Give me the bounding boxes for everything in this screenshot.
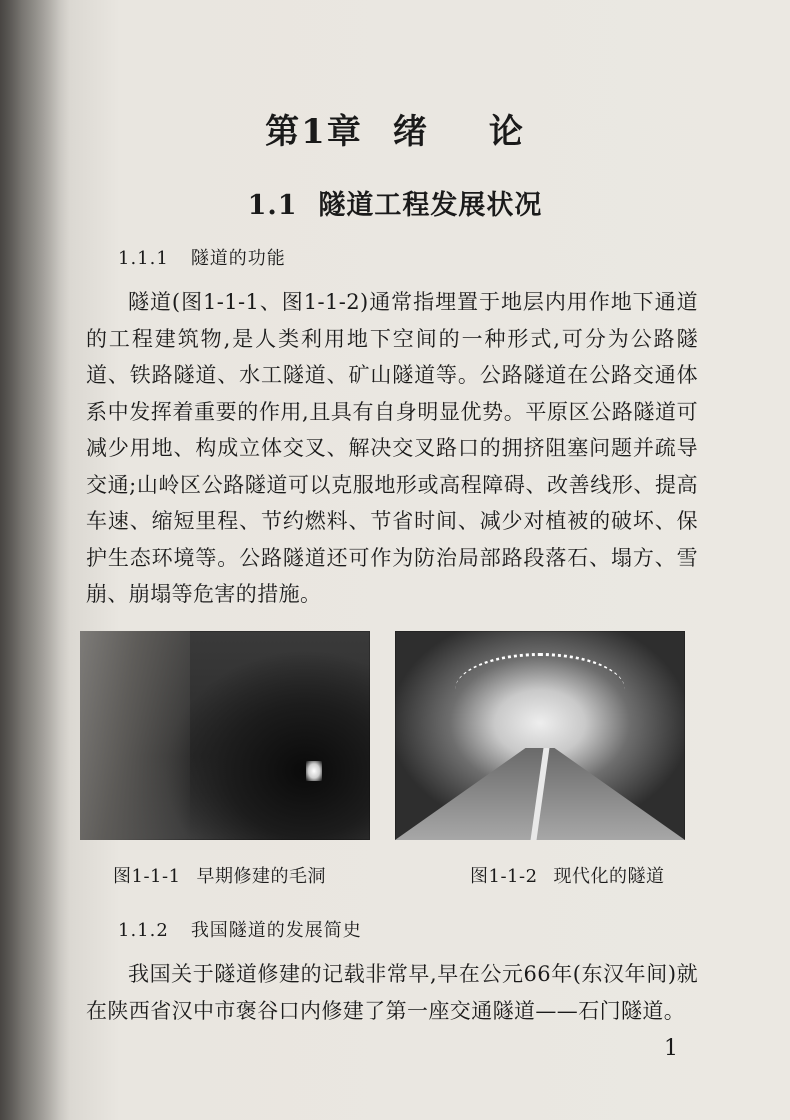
chapter-title-word-2: 论: [488, 112, 525, 152]
subsection-heading-1: [118, 244, 286, 270]
paragraph-tunnel-history: 我国关于隧道修建的记载非常早,早在公元66年(东汉年间)就在陕西省汉中市褒谷口内修建了第一座交通隧道——石门隧道。: [86, 962, 698, 1023]
binding-shadow: [0, 0, 70, 1120]
subsection-heading-2: [118, 916, 362, 942]
tunnel-ceiling-lights: [455, 653, 625, 726]
subsection-number: 1.1.1: [118, 248, 169, 269]
section-number: 1.1: [247, 190, 298, 221]
page-number: 1: [664, 1036, 678, 1061]
chapter-number: 第1章: [265, 112, 363, 152]
chapter-title: [0, 104, 790, 153]
figure-label: 图1-1-2: [470, 866, 538, 887]
figure-early-tunnel-photo: [80, 631, 370, 840]
figure-caption-1: [113, 862, 326, 888]
subsection-title: 我国隧道的发展简史: [190, 920, 362, 941]
chapter-title-word-1: 绪: [392, 112, 429, 152]
figure-modern-tunnel-photo: [395, 631, 685, 840]
section-title-text: 隧道工程发展状况: [318, 190, 543, 221]
figure-caption-2: [470, 862, 665, 888]
figure-label: 图1-1-1: [113, 866, 181, 887]
paragraph-tunnel-function: 隧道(图1-1-1、图1-1-2)通常指埋置于地层内用作地下通道的工程建筑物,是人类利用地下空间的一种形式,可分为公路隧道、铁路隧道、水工隧道、矿山隧道等。公路隧道在公路交通体系中发挥着重要的作用,且具有自身明显优势。平原区公路隧道可减少用地、构成立体交叉、解决交叉路口的拥挤阻塞问题并疏导交通;山岭区公路隧道可以克服地形或高程障碍、改善线形、提高车速、缩短里程、节约燃料、节省时间、减少对植被的破坏、保护生态环境等。公路隧道还可作为防治局部路段落石、塌方、雪崩、崩塌等危害的措施。: [86, 290, 698, 606]
figure-caption-text: 现代化的隧道: [553, 866, 665, 887]
subsection-number: 1.1.2: [118, 920, 169, 941]
figure-caption-text: 早期修建的毛洞: [196, 866, 327, 887]
subsection-title: 隧道的功能: [190, 248, 286, 269]
section-title: [0, 183, 790, 222]
